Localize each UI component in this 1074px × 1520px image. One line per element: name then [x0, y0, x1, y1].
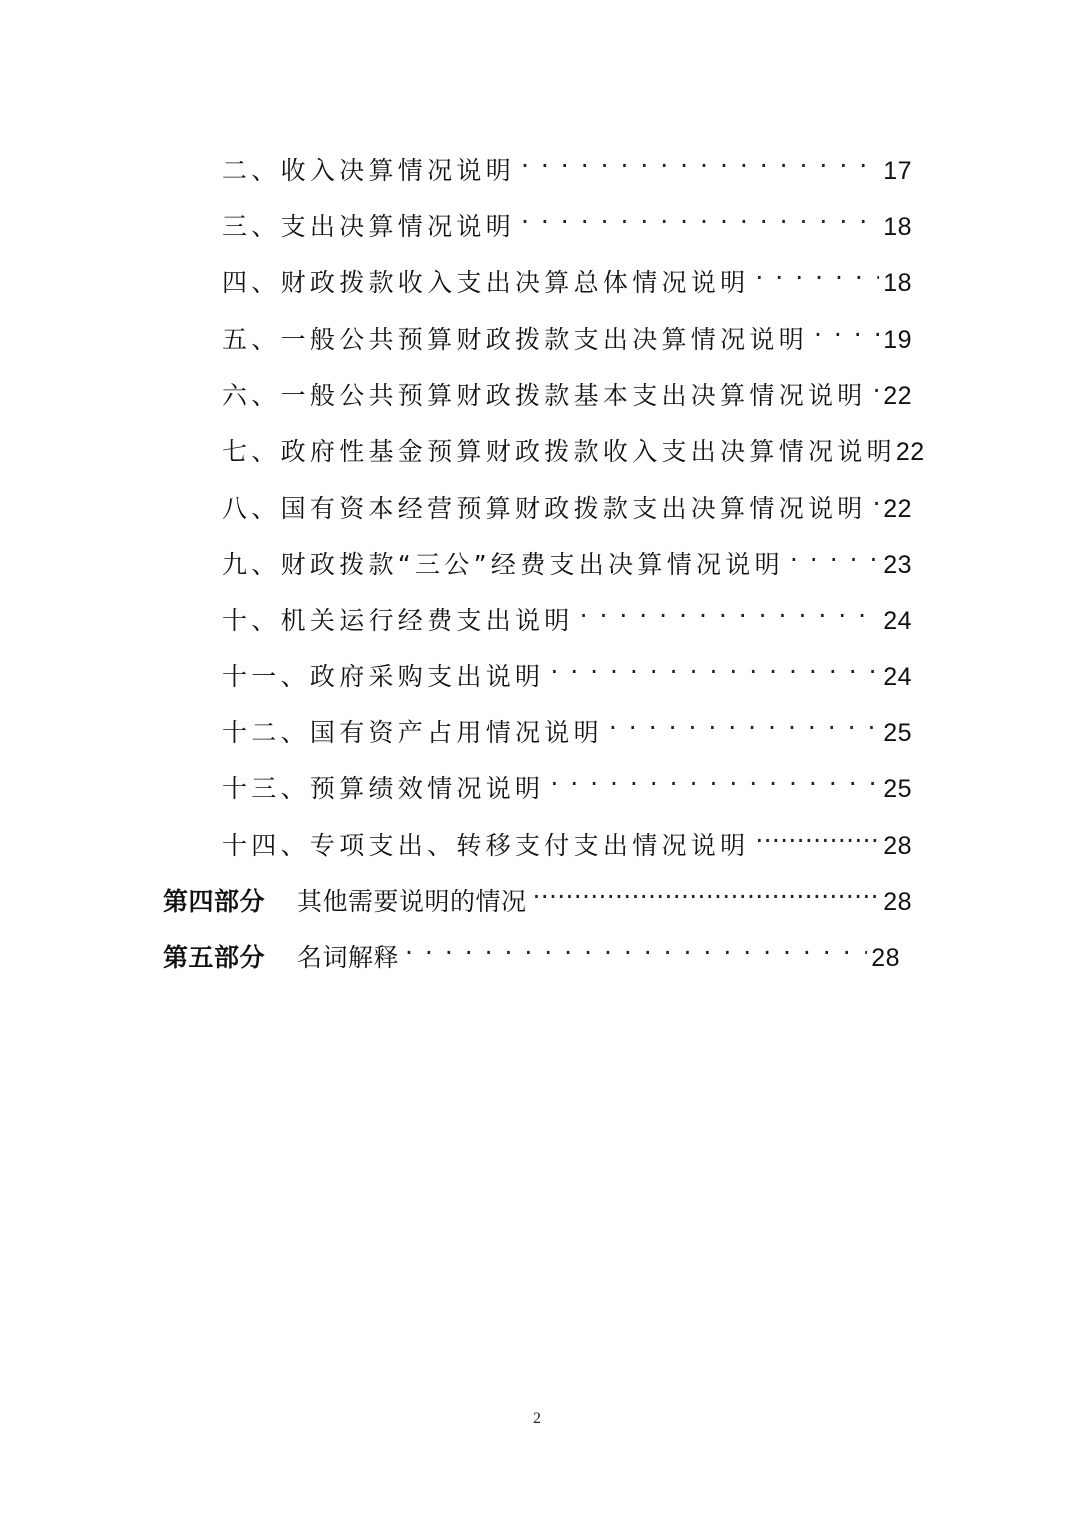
toc-entry-page: 28	[883, 832, 912, 860]
toc-entry[interactable]	[222, 533, 912, 579]
toc-entry[interactable]	[222, 251, 912, 297]
toc-entry-label: 三、支出决算情况说明	[222, 212, 516, 241]
toc-part[interactable]	[163, 926, 900, 972]
toc-entry[interactable]	[222, 195, 912, 241]
toc-part-heading	[163, 882, 527, 922]
dot-leader	[790, 533, 879, 573]
toc-entry-label: 七、政府性基金预算财政拨款收入支出决算情况说明	[222, 437, 896, 466]
toc-part-number: 第四部分	[163, 887, 266, 916]
dot-leader	[521, 195, 879, 235]
toc-entry-page: 18	[883, 213, 912, 241]
toc-entry-page: 22	[883, 382, 912, 410]
toc-entry[interactable]	[222, 308, 912, 354]
toc-entry-label: 十一、政府采购支出说明	[222, 662, 545, 691]
page-number: 2	[533, 1410, 541, 1427]
dot-leader	[533, 870, 880, 910]
dot-leader	[580, 589, 880, 629]
toc-entry[interactable]	[222, 645, 912, 691]
toc-entry-page: 24	[883, 663, 912, 691]
toc-part-title: 名词解释	[297, 943, 400, 972]
toc-entry[interactable]	[222, 364, 912, 410]
toc-part-page: 28	[883, 888, 912, 916]
dot-leader	[873, 364, 880, 404]
toc-entry-label: 九、财政拨款“三公”经费支出决算情况说明	[222, 550, 784, 579]
toc-entry-label: 二、收入决算情况说明	[222, 156, 516, 185]
toc-entry-label: 十三、预算绩效情况说明	[222, 774, 545, 803]
toc-entry[interactable]	[222, 477, 912, 523]
toc-entry-page: 19	[883, 326, 912, 354]
toc-entry[interactable]	[222, 420, 925, 466]
toc-part-page: 28	[871, 944, 900, 972]
toc-entry-page: 18	[883, 269, 912, 297]
toc-part[interactable]	[163, 870, 912, 916]
dot-leader	[755, 251, 879, 291]
toc-entry-label: 四、财政拨款收入支出决算总体情况说明	[222, 268, 750, 297]
dot-leader	[550, 645, 879, 685]
toc-entry-page: 22	[883, 495, 912, 523]
dot-leader	[405, 926, 867, 966]
toc-entry[interactable]	[222, 589, 912, 635]
dot-leader	[873, 477, 880, 517]
toc-entry-label: 五、一般公共预算财政拨款支出决算情况说明	[222, 325, 809, 354]
toc-entry[interactable]	[222, 139, 912, 185]
toc-entry-label: 十、机关运行经费支出说明	[222, 606, 574, 635]
toc-entry-label: 十二、国有资产占用情况说明	[222, 718, 603, 747]
toc-entry-label: 八、国有资本经营预算财政拨款支出决算情况说明	[222, 494, 867, 523]
toc-entry[interactable]	[222, 757, 912, 803]
dot-leader	[550, 757, 879, 797]
toc-entry-page: 17	[883, 157, 912, 185]
toc-entry-label: 十四、专项支出、转移支付支出情况说明	[222, 831, 750, 860]
toc-part-number: 第五部分	[163, 943, 266, 972]
toc-entry[interactable]	[222, 701, 912, 747]
toc-entry-page: 25	[883, 719, 912, 747]
dot-leader	[755, 814, 879, 854]
toc-part-title: 其他需要说明的情况	[297, 887, 527, 916]
toc-entry-page: 25	[883, 775, 912, 803]
toc-entry[interactable]	[222, 814, 912, 860]
toc-entry-page: 24	[883, 607, 912, 635]
toc-part-heading	[163, 938, 399, 978]
toc-entry-label: 六、一般公共预算财政拨款基本支出决算情况说明	[222, 381, 867, 410]
toc-entry-page: 22	[895, 438, 925, 466]
dot-leader	[814, 308, 879, 348]
toc-entry-page: 23	[883, 551, 912, 579]
dot-leader	[609, 701, 879, 741]
dot-leader	[521, 139, 879, 179]
